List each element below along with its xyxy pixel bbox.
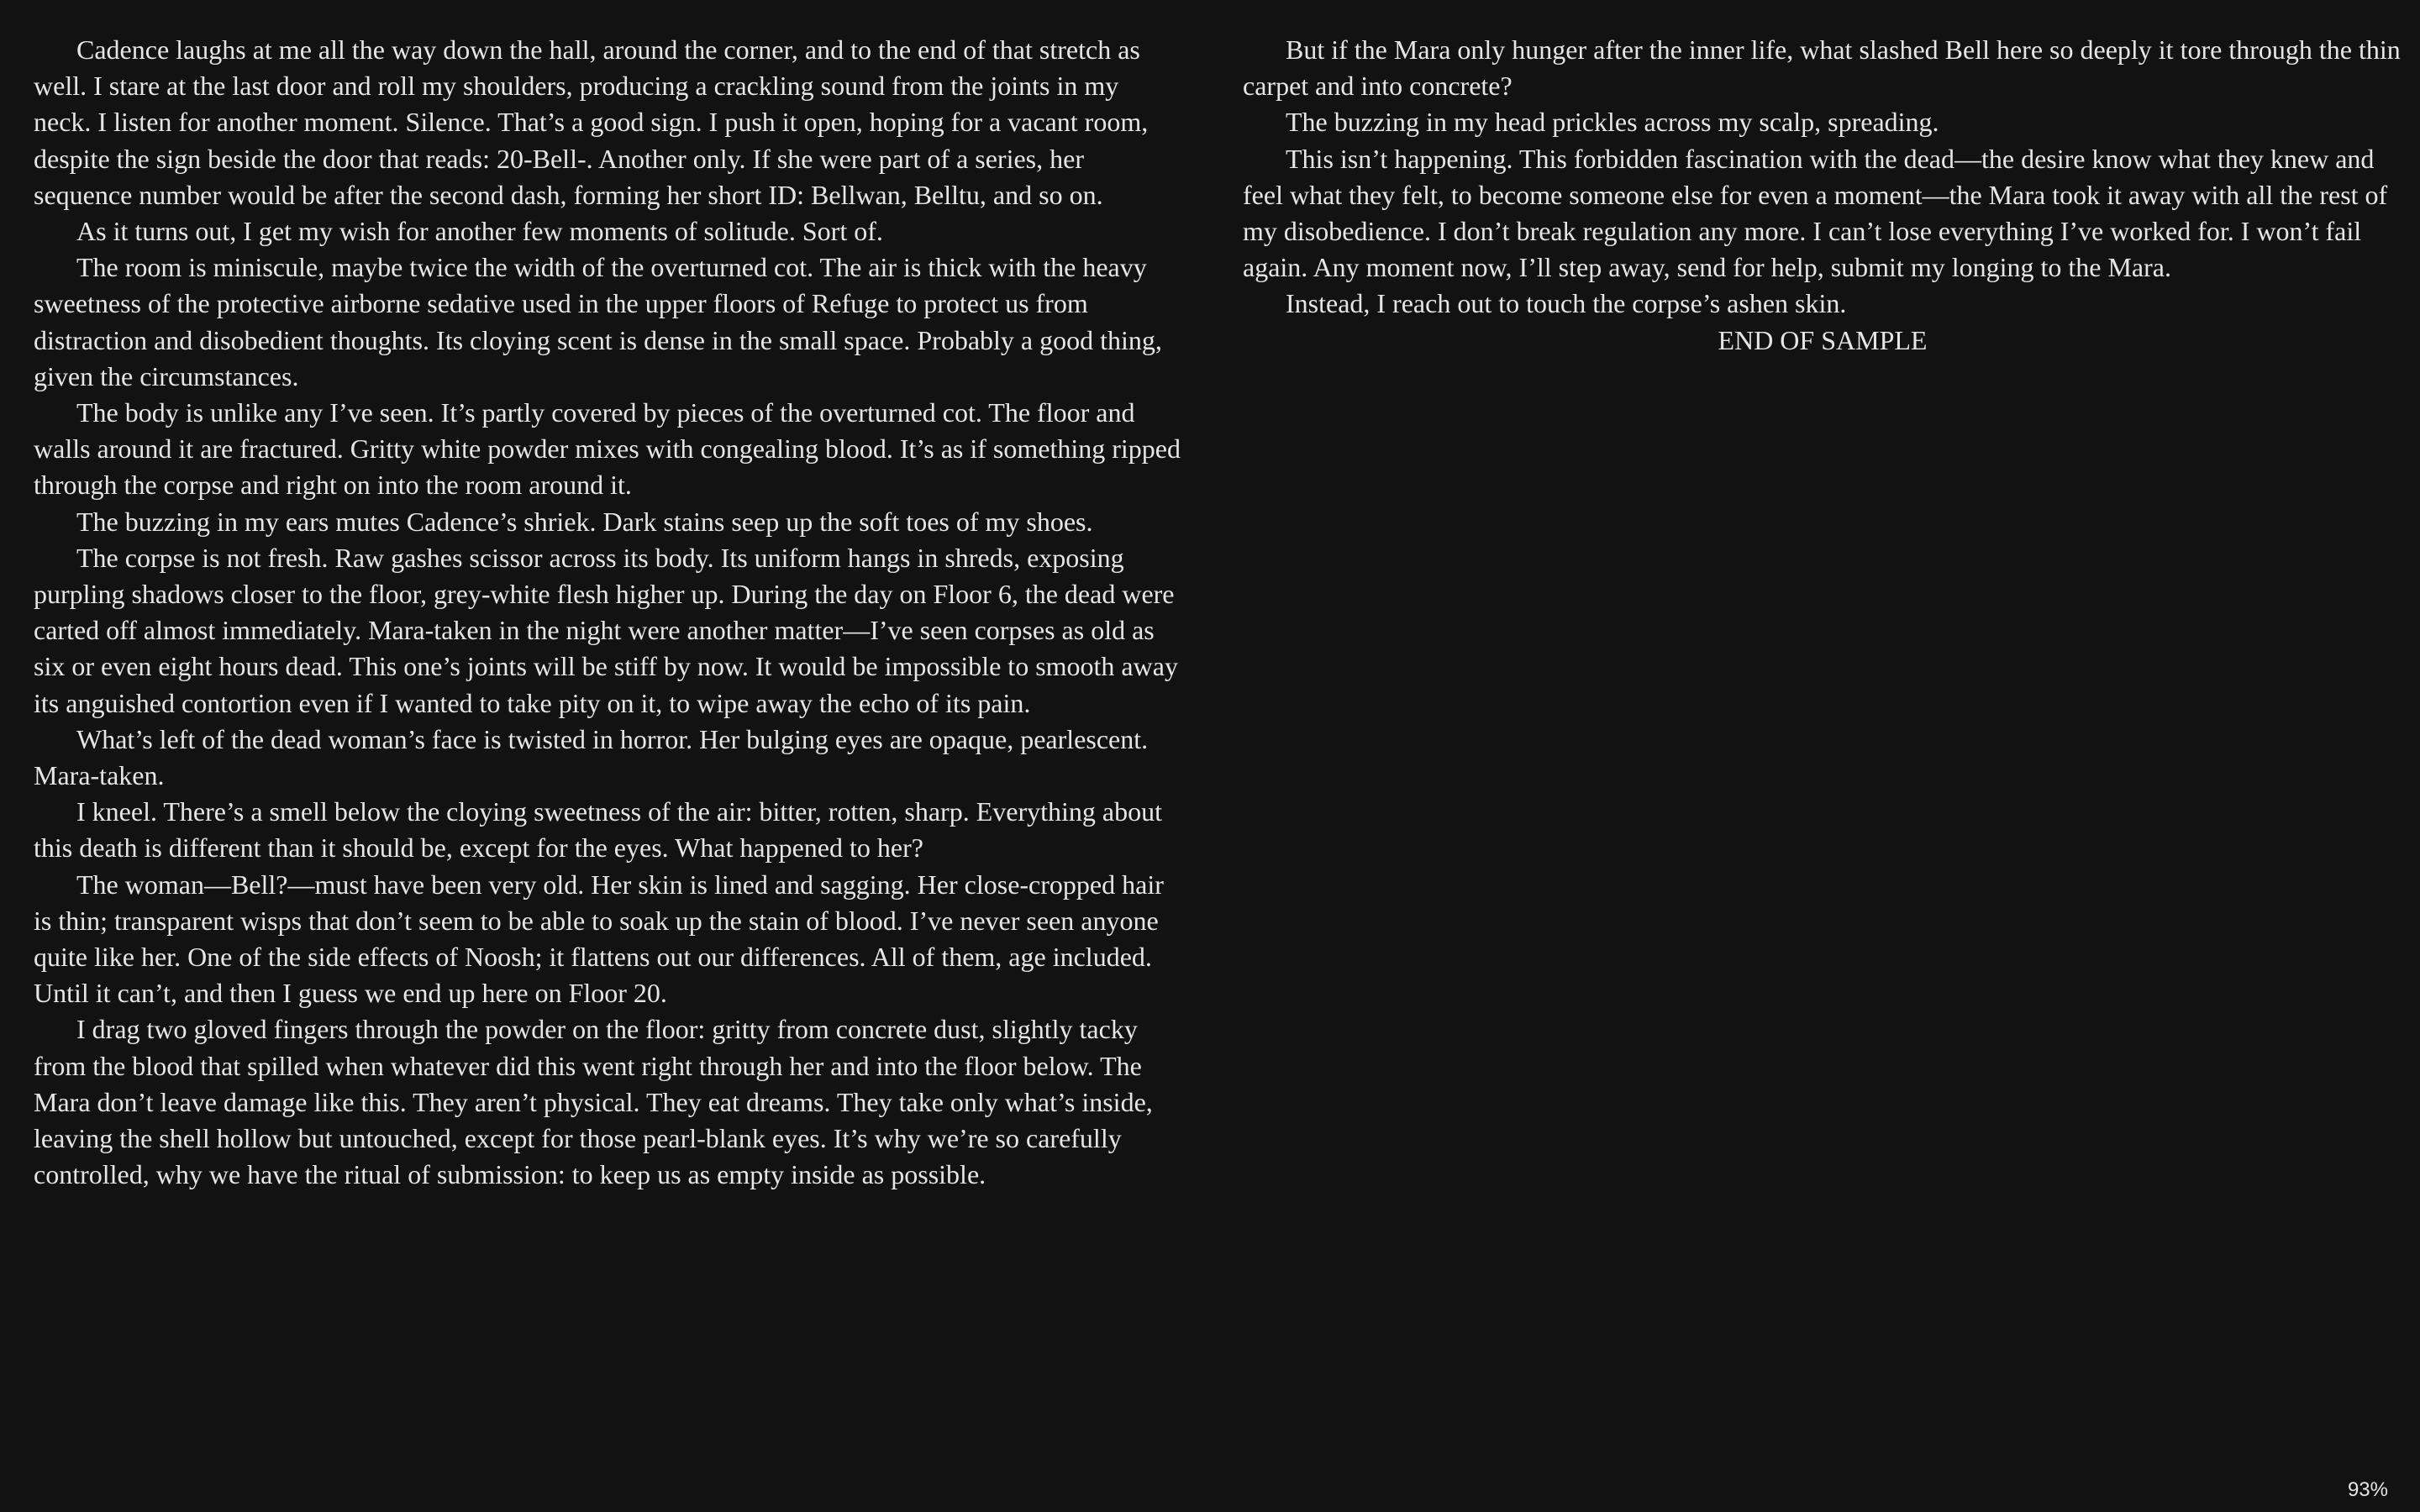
paragraph: I kneel. There’s a smell below the cloying sweetness of the air: bitter, rotten, sharp. Everything about this death is different than it should be, except for the eyes. What happened to her?: [34, 796, 1162, 864]
paragraph: I drag two gloved fingers through the powder on the floor: gritty from concrete dust, slightly tacky from the blood that spilled when whatever did this went right through her and into the floor below. The Mara don’t leave damage like this. They aren’t physical. They eat dreams. They take only what’s inside, leaving the shell hollow but untouched, except for those pearl-blank eyes. It’s why we’re so carefully controlled, why we have the ritual of submission: to keep us as empty inside as possible.: [34, 1014, 1153, 1190]
paragraph: Cadence laughs at me all the way down the hall, around the corner, and to the end of that stretch as well. I stare at the last door and roll my shoulders, producing a crackling sound from the joints in my neck. I listen for another moment. Silence. That’s a good sign. I push it open, hoping for a vacant room, despite the sign beside the door that reads: 20-Bell-. Another only. If she were part of a series, her sequence number would be after the second dash, forming her short ID: Bellwan, Belltu, and so on.: [34, 34, 1149, 210]
end-of-sample-label: END OF SAMPLE: [1718, 324, 1928, 355]
right-page: [1243, 32, 2402, 359]
paragraph: What’s left of the dead woman’s face is twisted in horror. Her bulging eyes are opaque, pearlescent. Mara-taken.: [34, 723, 1149, 791]
left-page: [34, 32, 1181, 1194]
paragraph: As it turns out, I get my wish for another few moments of solitude. Sort of.: [76, 216, 883, 247]
paragraph: But if the Mara only hunger after the inner life, what slashed Bell here so deeply it tore through the thin carpet and into concrete?: [1243, 34, 2401, 102]
paragraph: The buzzing in my ears mutes Cadence’s shriek. Dark stains seep up the soft toes of my shoes.: [76, 506, 1093, 537]
paragraph: The corpse is not fresh. Raw gashes scissor across its body. Its uniform hangs in shreds, exposing purpling shadows closer to the floor, grey-white flesh higher up. During the day on Floor 6, the dead were carted off almost immediately. Mara-taken in the night were another matter—I’ve seen corpses as old as six or even eight hours dead. This one’s joints will be stiff by now. It would be impossible to smooth away its anguished contortion even if I wanted to take pity on it, to wipe away the echo of its pain.: [34, 542, 1178, 718]
paragraph: The room is miniscule, maybe twice the width of the overturned cot. The air is thick with the heavy sweetness of the protective airborne sedative used in the upper floors of Refuge to protect us from distraction and disobedient thoughts. Its cloying scent is dense in the small space. Probably a good thing, given the circumstances.: [34, 252, 1162, 391]
paragraph: The woman—Bell?—must have been very old. Her skin is lined and sagging. Her close-cropped hair is thin; transparent wisps that don’t seem to be able to soak up the stain of blood. I’ve never seen anyone quite like her. One of the side effects of Noosh; it flattens out our differences. All of them, age included. Until it can’t, and then I guess we end up here on Floor 20.: [34, 869, 1164, 1009]
paragraph: Instead, I reach out to touch the corpse’s ashen skin.: [1286, 288, 1847, 319]
paragraph: The buzzing in my head prickles across my scalp, spreading.: [1286, 107, 1939, 138]
paragraph: This isn’t happening. This forbidden fascination with the dead—the desire know what they knew and feel what they felt, to become someone else for even a moment—the Mara took it away with all the rest of my disobedience. I don’t break regulation any more. I can’t lose everything I’ve worked for. I won’t fail again. Any moment now, I’ll step away, send for help, submit my longing to the Mara.: [1243, 143, 2388, 283]
zoom-level-indicator: 93%: [2347, 1478, 2388, 1501]
paragraph: The body is unlike any I’ve seen. It’s partly covered by pieces of the overturned cot. The floor and walls around it are fractured. Gritty white powder mixes with congealing blood. It’s as if something ripped through the corpse and right on into the room around it.: [34, 397, 1181, 501]
